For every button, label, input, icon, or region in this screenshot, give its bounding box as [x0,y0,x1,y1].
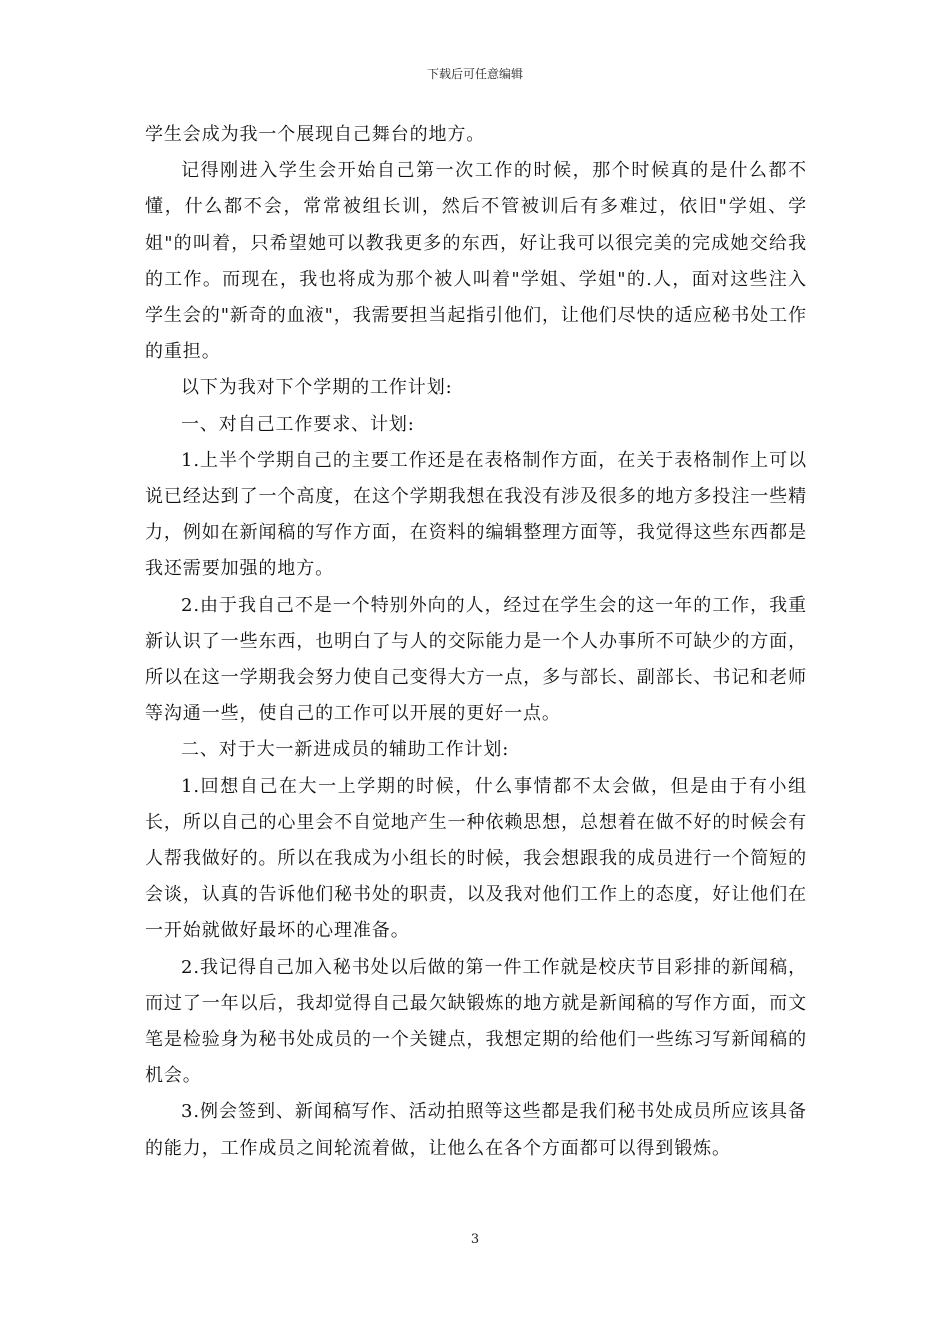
section-heading-freshman-plan: 二、对于大一新进成员的辅助工作计划: [181,739,510,761]
page-header: 下载后可任意编辑 [426,67,523,81]
paragraph-intro-memory: 记得刚进入学生会开始自己第一次工作的时候，那个时候真的是什么都不懂，什么都不会，常常被组长训，然后不管被训后有多难过，依旧"学姐、学姐"的叫着，只希望她可以教我更多的东西，好让我可以很完美的完成她交给我的工作。而现在，我也将成为那个被人叫着"学姐、学姐"的.人，面对这些注入学生会的"新奇的血液"，我需要担当起指引他们，让他们尽快的适应秘书处工作的重担。 [145,160,807,363]
paragraph-freshman-plan-2: 2.我记得自己加入秘书处以后做的第一件工作就是校庆节目彩排的新闻稿，而过了一年以后，我却觉得自己最欠缺锻炼的地方就是新闻稿的写作方面，而文笔是检验身为秘书处成员的一个关键点，我想定期的给他们一些练习写新闻稿的机会。 [145,956,807,1087]
paragraph-continuation: 学生会成为我一个展现自己舞台的地方。 [145,124,486,145]
section-heading-self-plan: 一、对自己工作要求、计划: [181,413,415,435]
paragraph-self-plan-1: 1.上半个学期自己的主要工作还是在表格制作方面，在关于表格制作上可以说已经达到了一个高度，在这个学期我想在我没有涉及很多的地方多投注一些精力，例如在新闻稿的写作方面，在资料的编辑整理方面等，我觉得这些东西都是我还需要加强的地方。 [145,449,807,580]
paragraph-self-plan-2: 2.由于我自己不是一个特别外向的人，经过在学生会的这一年的工作，我重新认识了一些东西，也明白了与人的交际能力是一个人办事所不可缺少的方面，所以在这一学期我会努力使自己变得大方一点，多与部长、副部长、书记和老师等沟通一些，使自己的工作可以开展的更好一点。 [145,594,807,725]
document-body [145,117,807,1167]
page-number: 3 [470,1232,480,1247]
paragraph-freshman-plan-3: 3.例会签到、新闻稿写作、活动拍照等这些都是我们秘书处成员所应该具备的能力，工作成员之间轮流着做，让他么在各个方面都可以得到锻炼。 [145,1101,807,1159]
paragraph-freshman-plan-1: 1.回想自己在大一上学期的时候，什么事情都不太会做，但是由于有小组长，所以自己的心里会不自觉地产生一种依赖思想，总想着在做不好的时候会有人帮我做好的。所以在我成为小组长的时候，我会想跟我的成员进行一个简短的会谈，认真的告诉他们秘书处的职责，以及我对他们工作上的态度，好让他们在一开始就做好最坏的心理准备。 [145,775,807,942]
paragraph-plan-intro: 以下为我对下个学期的工作计划: [181,377,453,399]
